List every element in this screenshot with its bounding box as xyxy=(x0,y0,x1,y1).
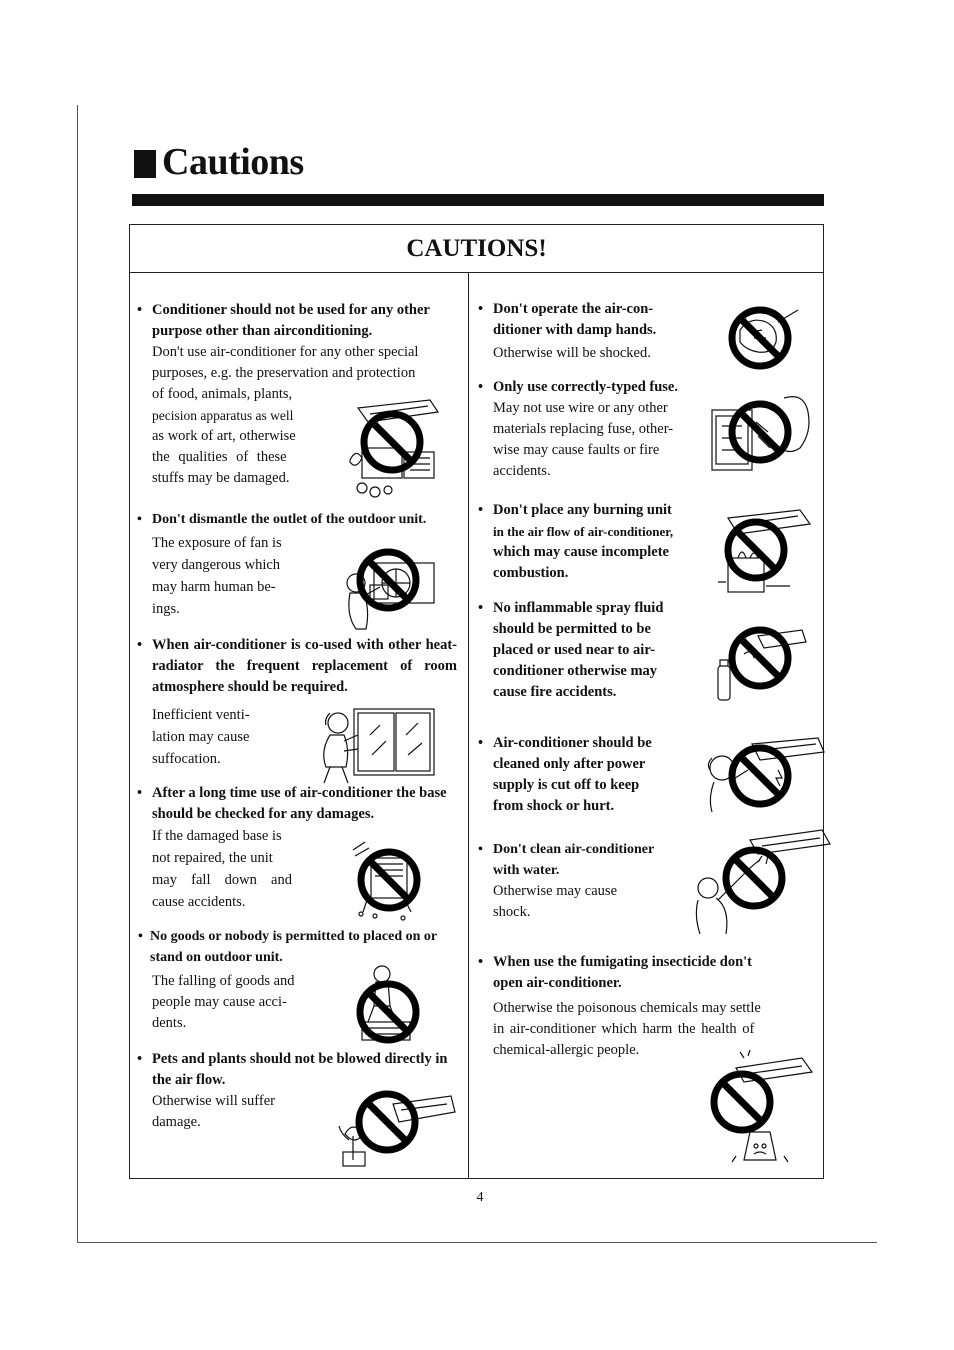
heading-line: cause fire accidents. xyxy=(493,684,617,700)
no-food-storage-icon xyxy=(340,390,440,502)
heading-line: Only use correctly-typed fuse. xyxy=(493,379,678,395)
bullet-icon: • xyxy=(478,600,484,616)
body-line: may fall down and xyxy=(152,872,292,888)
bullet-icon: • xyxy=(137,302,143,318)
caution-heading xyxy=(137,509,464,530)
no-water-cleaning-icon xyxy=(690,826,832,938)
body-line: The exposure of fan is xyxy=(152,535,282,551)
title-underline-bar xyxy=(132,194,824,206)
caution-heading-text: Conditioner should not be used for any other purpose other than airconditioning. xyxy=(152,302,430,339)
heading-line: in the air flow of air-conditioner, xyxy=(493,524,674,539)
heading-line: Don't clean air-conditioner xyxy=(493,842,655,857)
no-wire-fuse-icon xyxy=(708,388,814,484)
body-line: very dangerous which xyxy=(152,557,281,573)
title-square-icon xyxy=(134,150,156,178)
no-damp-hands-icon xyxy=(722,302,804,374)
caution-heading-text: Pets and plants should not be blowed directly in the air flow. xyxy=(152,1051,448,1088)
body-line: the qualities of these xyxy=(152,449,287,465)
heading-line: with water. xyxy=(493,863,560,878)
page-number: 4 xyxy=(476,1190,484,1205)
bullet-icon: • xyxy=(478,735,484,751)
heading-line: cleaned only after power xyxy=(493,756,646,772)
body-line: wise may cause faults or fire xyxy=(493,442,660,458)
no-blowing-pets-plants-icon xyxy=(335,1090,457,1170)
heading-line: should be permitted to be xyxy=(493,621,651,637)
body-line: in air-conditioner which harm the health of xyxy=(493,1021,755,1037)
body-line: If the damaged base is xyxy=(152,828,282,844)
cautions-heading: CAUTIONS! xyxy=(406,234,547,262)
body-line: The falling of goods and xyxy=(152,973,295,989)
heading-line: Don't operate the air-con- xyxy=(493,301,654,317)
bullet-icon: • xyxy=(137,512,142,527)
page-title: Cautions xyxy=(162,141,304,183)
heading-line: Air-conditioner should be xyxy=(493,735,652,751)
title-block xyxy=(134,140,304,184)
body-line: damage. xyxy=(152,1114,201,1130)
bullet-icon: • xyxy=(137,637,143,653)
heading-line: open air-conditioner. xyxy=(493,975,622,991)
body-line: may harm human be- xyxy=(152,579,276,595)
heading-line: conditioner otherwise may xyxy=(493,663,658,679)
body-line: pecision apparatus as well xyxy=(152,408,294,423)
caution-heading-text: When air-conditioner is co-used with other heat-radiator the frequent replacement of room atmosphere should be required. xyxy=(152,637,457,695)
caution-heading xyxy=(137,300,464,342)
body-line: stuffs may be damaged. xyxy=(152,470,290,486)
body-line: chemical-allergic people. xyxy=(493,1042,640,1058)
body-line: Otherwise will be shocked. xyxy=(493,345,651,361)
heading-line: placed or used near to air- xyxy=(493,642,656,658)
heading-line: ditioner with damp hands. xyxy=(493,322,657,338)
no-spray-icon xyxy=(714,624,812,704)
margin-rule-horizontal xyxy=(77,1242,877,1243)
caution-heading xyxy=(478,952,803,994)
bullet-icon: • xyxy=(478,502,484,518)
heading-line: Don't place any burning unit xyxy=(493,502,672,518)
body-line: accidents. xyxy=(493,463,551,479)
no-standing-on-unit-icon xyxy=(352,962,424,1048)
damaged-base-icon xyxy=(345,838,427,922)
body-line: shock. xyxy=(493,904,531,920)
body-line: materials replacing fuse, other- xyxy=(493,421,674,437)
body-line: lation may cause xyxy=(152,729,250,745)
body-line: ings. xyxy=(152,601,180,617)
bullet-icon: • xyxy=(478,301,484,317)
body-line: not repaired, the unit xyxy=(152,850,273,866)
no-dismantle-fan-icon xyxy=(336,545,441,633)
bullet-icon: • xyxy=(478,842,483,857)
body-line: as work of art, otherwise xyxy=(152,428,296,444)
body-line: people may cause acci- xyxy=(152,994,287,1010)
body-line: purposes, e.g. the preservation and protection xyxy=(152,365,416,381)
no-burning-unit-icon xyxy=(714,506,814,598)
body-line: Otherwise may cause xyxy=(493,883,618,899)
heading-line: which may cause incomplete xyxy=(493,544,669,560)
heading-line: No inflammable spray fluid xyxy=(493,600,664,616)
fumigation-icon xyxy=(706,1048,818,1170)
caution-heading-text: No goods or nobody is permitted to placed on or stand on outdoor unit. xyxy=(150,929,437,965)
bullet-icon: • xyxy=(478,379,484,395)
heading-line: When use the fumigating insecticide don't xyxy=(493,954,752,970)
body-line: Otherwise will suffer xyxy=(152,1093,275,1109)
caution-heading xyxy=(137,1049,464,1091)
margin-rule-vertical xyxy=(77,105,78,1242)
caution-heading xyxy=(137,783,457,825)
heading-line: supply is cut off to keep xyxy=(493,777,640,793)
caution-heading xyxy=(137,635,457,698)
caution-heading-text: Don't dismantle the outlet of the outdoor unit. xyxy=(152,512,427,527)
bullet-icon: • xyxy=(137,1051,143,1067)
bullet-icon: • xyxy=(478,954,484,970)
body-line: suffocation. xyxy=(152,751,221,767)
body-line: Inefficient venti- xyxy=(152,707,250,723)
body-line: of food, animals, plants, xyxy=(152,386,293,402)
heading-line: combustion. xyxy=(493,565,569,581)
column-divider xyxy=(468,273,469,1178)
bullet-icon: • xyxy=(138,929,143,944)
body-line: dents. xyxy=(152,1015,187,1031)
heading-line: from shock or hurt. xyxy=(493,798,615,814)
body-line: cause accidents. xyxy=(152,894,246,910)
caution-item xyxy=(478,952,803,1061)
body-line: Don't use air-conditioner for any other special xyxy=(152,344,419,360)
bullet-icon: • xyxy=(137,785,143,801)
body-line: May not use wire or any other xyxy=(493,400,668,416)
power-off-cleaning-icon xyxy=(702,734,826,816)
body-line: Otherwise the poisonous chemicals may settle xyxy=(493,1000,761,1016)
ventilate-window-icon xyxy=(310,705,438,785)
caution-heading-text: After a long time use of air-conditioner the base should be checked for any damages. xyxy=(152,785,447,822)
cautions-box-header xyxy=(130,225,823,273)
